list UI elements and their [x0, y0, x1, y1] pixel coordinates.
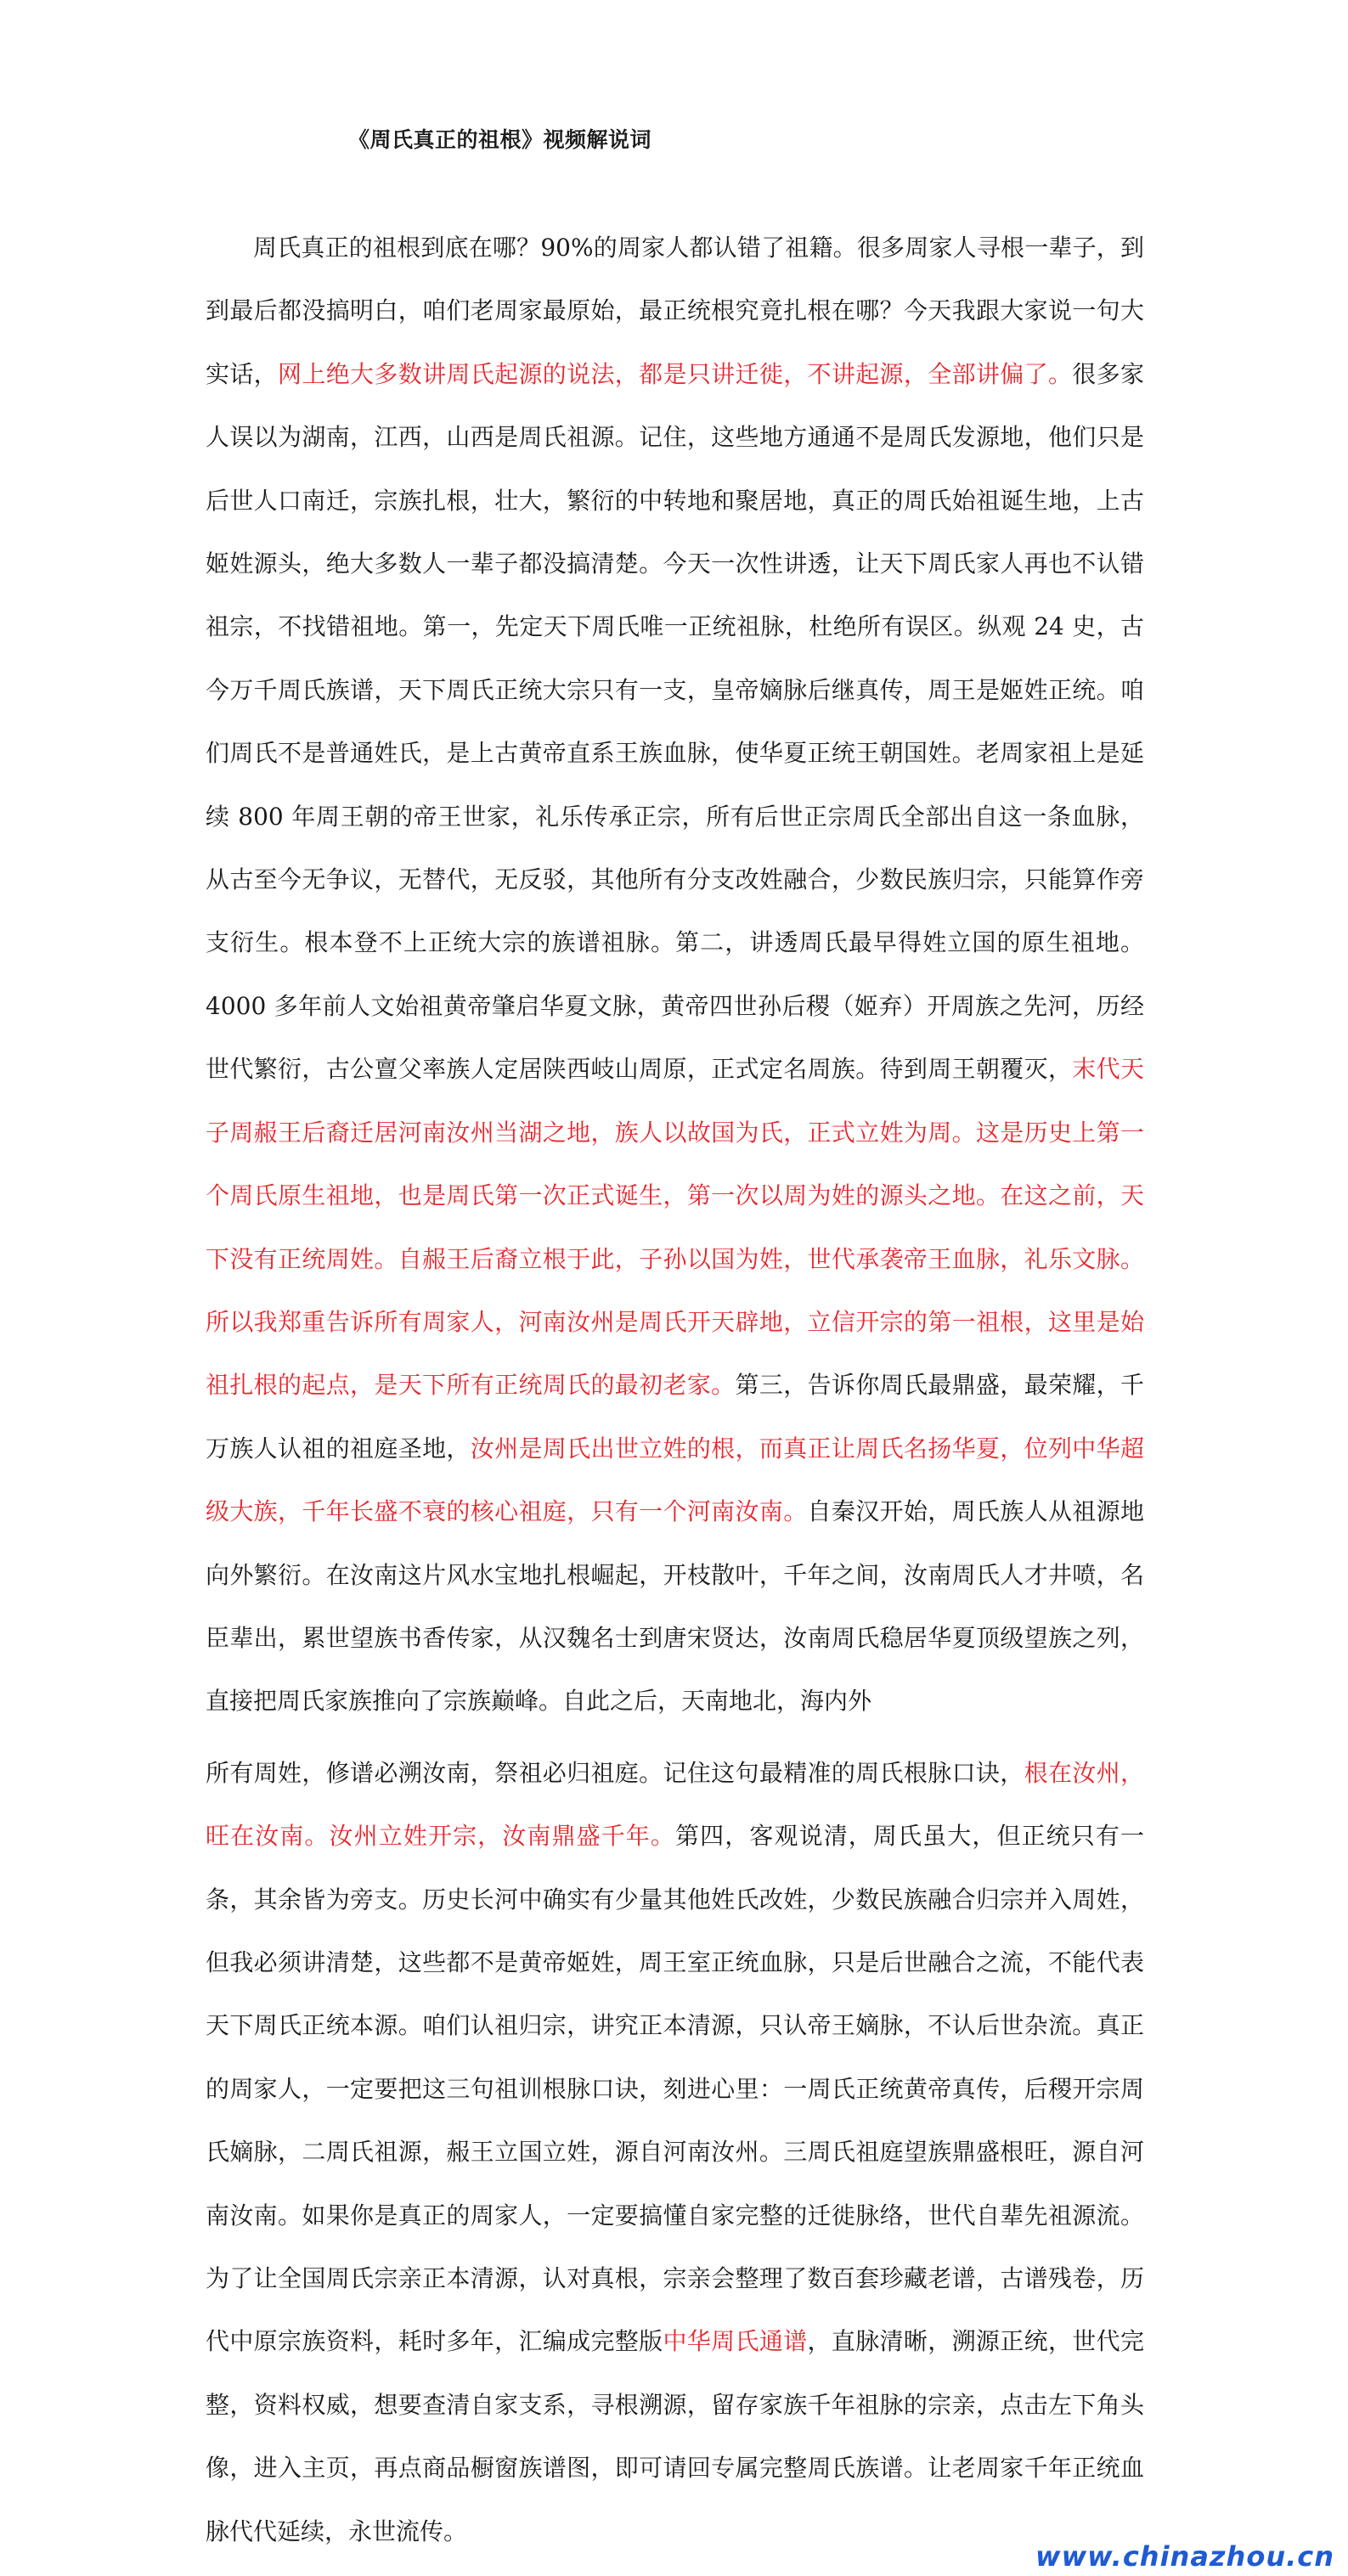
highlighted-text: 末代天子周赧王后裔迁居河南汝州当湖之地，族人以故国为氏，正式立姓为周。这是历史上第一个周氏原生祖地，也是周氏第一次正式诞生，第一次以周为姓的源头之地。在这之前，天下没有正统周姓。自赧王后裔立根于此，子孙以国为姓，世代承袭帝王血脉，礼乐文脉。所以我郑重告诉所有周家人，河南汝州是周氏开天辟地，立信开宗的第一祖根，这里是始祖扎根的起点，是天下所有正统周氏的最初老家。 — [206, 1055, 1144, 1400]
text-run: ，直脉清晰，溯源正统，世代完整，资料权威，想要查清自家支系，寻根溯源，留存家族千年祖脉的宗亲，点击左下角头像，进入主页，再点商品橱窗族谱图，即可请回专属完整周氏族谱。让老周家千年正统血脉代代延续，永世流传。 — [206, 2327, 1144, 2545]
text-run: 所有周姓，修谱必溯汝南，祭祖必归祖庭。记住这句最精准的周氏根脉口诀， — [206, 1758, 1024, 1787]
highlighted-text: 中华周氏通谱 — [663, 2327, 808, 2356]
document-title: 《周氏真正的祖根》视频解说词 — [348, 127, 652, 152]
highlighted-text: 汝州是周氏出世立姓的根，而真正让周氏名扬华夏，位列中华超级大族，千年长盛不衰的核心祖庭，只有一个河南汝南。 — [206, 1434, 1144, 1526]
paragraph-2 — [206, 1742, 1144, 2563]
document-body — [206, 217, 1144, 2563]
paragraph-1 — [206, 234, 1144, 1715]
text-run: 第三，告诉你周氏最鼎盛，最荣耀，千万族人认祖的祖庭圣地， — [206, 1371, 1144, 1463]
text-run: 周氏真正的祖根到底在哪？90%的周家人都认错了祖籍。很多周家人寻根一辈子，到到最后都没搞明白，咱们老周家最原始，最正统根究竟扎根在哪？今天我跟大家说一句大实话， — [206, 234, 1144, 388]
text-run: 第四，客观说清，周氏虽大，但正统只有一条，其余皆为旁支。历史长河中确实有少量其他姓氏改姓，少数民族融合归宗并入周姓，但我必须讲清楚，这些都不是黄帝姬姓，周王室正统血脉，只是后世融合之流，不能代表天下周氏正统本源。咱们认祖归宗，讲究正本清源，只认帝王嫡脉，不认后世杂流。真正的周家人，一定要把这三句祖训根脉口诀，刻进心里：一周氏正统黄帝真传，后稷开宗周氏嫡脉，二周氏祖源，赧王立国立姓，源自河南汝州。三周氏祖庭望族鼎盛根旺，源自河南汝南。如果你是真正的周家人，一定要搞懂自家完整的迁徙脉络，世代自辈先祖源流。为了让全国周氏宗亲正本清源，认对真根，宗亲会整理了数百套珍藏老谱，古谱残卷，历代中原宗族资料，耗时多年，汇编成完整版 — [206, 1822, 1144, 2356]
website-watermark: www.chinazhou.cn — [1035, 2540, 1334, 2573]
highlighted-text: 根在汝州，旺在汝南。汝州立姓开宗，汝南鼎盛千年。 — [206, 1758, 1144, 1851]
highlighted-text: 网上绝大多数讲周氏起源的说法，都是只讲迁徙，不讲起源，全部讲偏了。 — [278, 359, 1073, 388]
text-run: 很多家人误以为湖南，江西，山西是周氏祖源。记住，这些地方通通不是周氏发源地，他们只是后世人口南迁，宗族扎根，壮大，繁衍的中转地和聚居地，真正的周氏始祖诞生地，上古姬姓源头，绝大多数人一辈子都没搞清楚。今天一次性讲透，让天下周氏家人再也不认错祖宗，不找错祖地。第一，先定天下周氏唯一正统祖脉，杜绝所有误区。纵观 24 史，古今万千周氏族谱，天下周氏正统大宗只有一支，皇帝嫡脉后继真传，周王是姬姓正统。咱们周氏不是普通姓氏，是上古黄帝直系王族血脉，使华夏正统王朝国姓。老周家祖上是延续 800 年周王朝的帝王世家，礼乐传承正宗，所有后世正宗周氏全部出自这一条血脉，从古至今无争议，无替代，无反驳，其他所有分支改姓融合，少数民族归宗，只能算作旁支衍生。根本登不上正统大宗的族谱祖脉。第二，讲透周氏最早得姓立国的原生祖地。4000 多年前人文始祖黄帝肇启华夏文脉，黄帝四世孙后稷（姬弃）开周族之先河，历经世代繁衍，古公亶父率族人定居陕西岐山周原，正式定名周族。待到周王朝覆灭， — [206, 359, 1144, 1084]
text-run: 自秦汉开始，周氏族人从祖源地向外繁衍。在汝南这片风水宝地扎根崛起，开枝散叶，千年之间，汝南周氏人才井喷，名臣辈出，累世望族书香传家，从汉魏名士到唐宋贤达，汝南周氏稳居华夏顶级望族之列，直接把周氏家族推向了宗族巅峰。自此之后，天南地北，海内外 — [206, 1497, 1144, 1716]
